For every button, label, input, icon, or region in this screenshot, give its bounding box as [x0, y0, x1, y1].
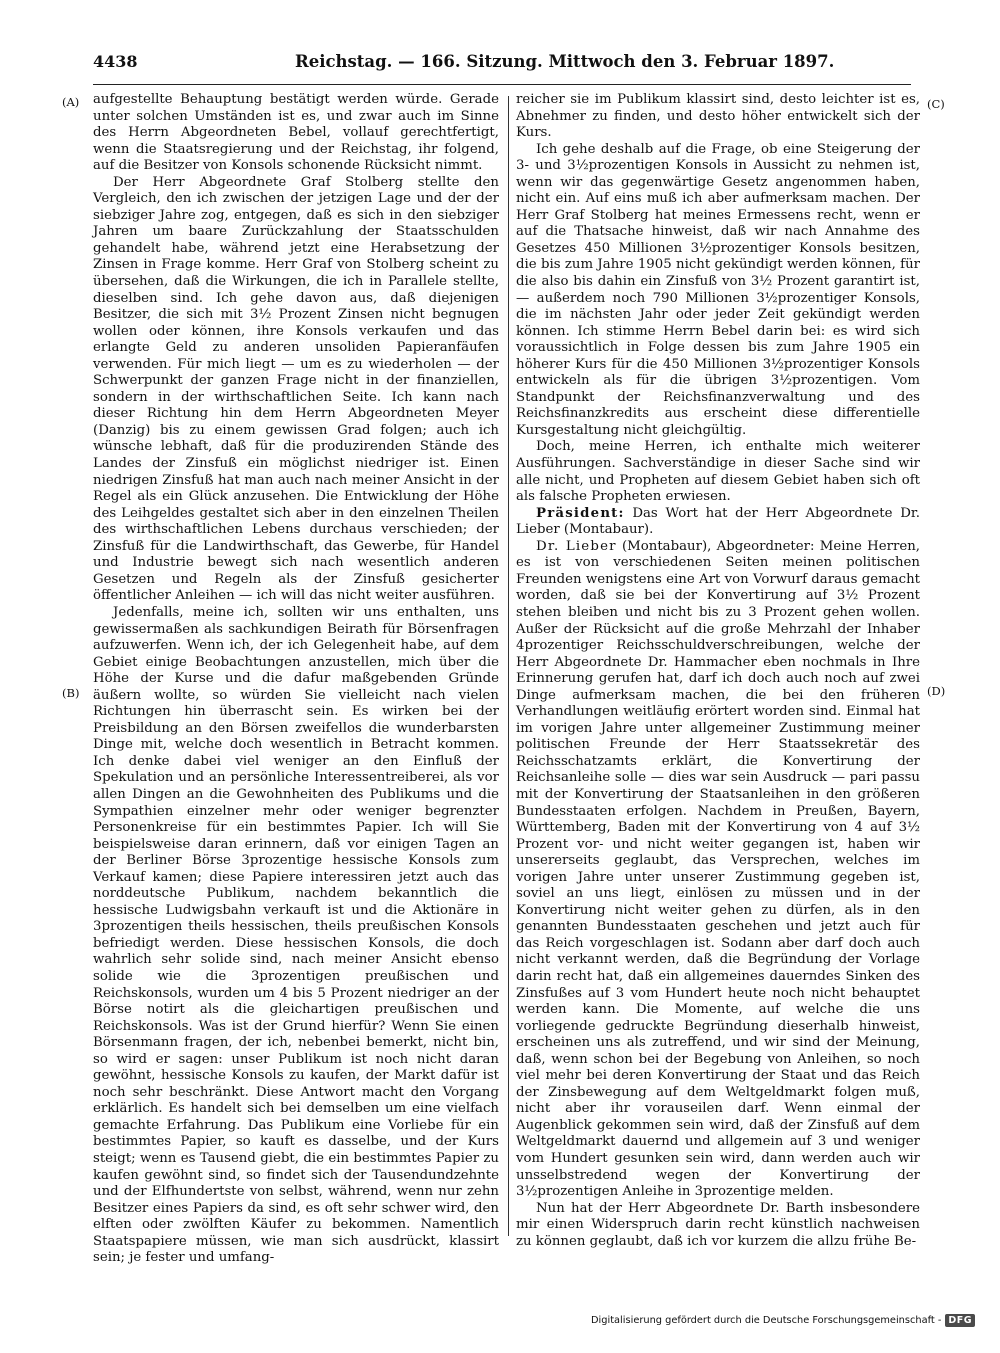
- left-column: [93, 92, 499, 1267]
- dfg-logo: DFG: [945, 1314, 975, 1327]
- margin-marker-a: (A): [62, 95, 80, 109]
- margin-marker-d: (D): [927, 684, 946, 698]
- paragraph: Der Herr Abgeordnete Graf Stolberg stellte den Vergleich, den ich zwischen der jetzigen Lage und der der siebziger Jahre zog, entgegen, daß es sich in den siebziger Jahren um baare Zurückzahlung der Staatsschulden gehandelt habe, während jetzt eine Herabsetzung der Zinsen in Frage komme. Herr Graf von Stolberg scheint zu übersehen, daß die Wirkungen, die ich in Parallele stellte, dieselben sind. Ich gehe davon aus, daß diejenigen Besitzer, die sich mit 3½ Prozent Zinsen nicht begnugen wollen oder können, ihre Konsols verkaufen und das erlangte Geld zu anderen unsoliden Papieranfäufen verwenden. Für mich liegt — um es zu wiederholen — der Schwerpunkt der ganzen Frage nicht in der finanziellen, sondern in der wirthschaftlichen Seite. Ich kann nach dieser Richtung hin dem Herrn Abgeordneten Meyer (Danzig) bis zu einem gewissen Grad folgen; auch ich wünsche lebhaft, daß für die produzirenden Stände des Landes der Zinsfuß ein möglichst niedriger ist. Einen niedrigen Zinsfuß hat man auch nach meiner Ansicht in der Regel als ein Glück anzusehen. Die Entwicklung der Höhe des Leihgeldes gestaltet sich aber in den einzelnen Theilen des wirthschaftlichen Lebens durchaus verschieden; der Zinsfuß für die Landwirthschaft, das Gewerbe, für Handel und Industrie bewegt sich nach wesentlich anderen Gesetzen und Regeln als der Zinsfuß gesicherter öffentlicher Anleihen — ich will das nicht weiter ausführen.: [93, 174, 499, 604]
- president-label: Präsident:: [536, 505, 625, 521]
- paragraph: Ich gehe deshalb auf die Frage, ob eine Steigerung der 3- und 3½prozentigen Konsols in Aussicht zu nehmen ist, wenn wir das gegenwärtige Gesetz angenommen haben, nicht ein. Auf eins muß ich aber aufmerksam machen. Der Herr Graf Stolberg hat meines Ermessens recht, wenn er auf die Thatsache hinweist, daß wir nach Annahme des Gesetzes 450 Millionen 3½prozentiger Konsols besitzen, die bis zum Jahre 1905 nicht gekündigt werden können, für die also bis dahin ein Zinsfuß von 3½ Prozent garantirt ist, — außerdem noch 790 Millionen 3½prozentiger Konsols, die im nächsten Jahr oder jeder Zeit gekündigt werden können. Ich stimme Herrn Bebel darin bei: es wird sich voraussichtlich in Folge dessen bis zum Jahre 1905 ein höherer Kurs für die 450 Millionen 3½prozentiger Konsols entwickeln als für die übrigen 3½prozentigen. Vom Standpunkt der Reichsfinanzverwaltung und des Reichsfinanzkredits aus erscheint diese differentielle Kursgestaltung nicht gleichgültig.: [516, 141, 920, 438]
- footer-text: Digitalisierung gefördert durch die Deutsche Forschungsgemeinschaft -: [591, 1315, 942, 1326]
- speaker-label: Dr. Lieber: [536, 538, 617, 554]
- page-number: 4438: [93, 52, 138, 71]
- page-header: [93, 52, 911, 78]
- column-divider: [508, 96, 509, 1236]
- running-title: Reichstag. — 166. Sitzung. Mittwoch den 3. Februar 1897.: [295, 52, 835, 71]
- header-rule: [93, 84, 911, 85]
- president-paragraph: [516, 506, 920, 539]
- paragraph: Doch, meine Herren, ich enthalte mich weiterer Ausführungen. Sachverständige in dieser Sache sind wir alle nicht, und Propheten auf diesem Gebiet haben sich oft als falsche Propheten erwiesen.: [516, 439, 920, 505]
- margin-marker-b: (B): [62, 686, 80, 700]
- right-column: [516, 92, 920, 1250]
- president-text: Das Wort hat der Herr Abgeordnete Dr. Lieber (Montabaur).: [516, 505, 920, 538]
- paragraph: aufgestellte Behauptung bestätigt werden würde. Gerade unter solchen Umständen ist es, und zwar auch im Sinne des Herrn Abgeordneten Bebel, vollauf gerechtfertigt, wenn die Staatsregierung und der Reichstag, ihr folgend, auf die Besitzer von Konsols schonende Rücksicht nimmt.: [93, 92, 499, 174]
- speaker-paragraph: [516, 539, 920, 1201]
- footer: [591, 1314, 975, 1327]
- paragraph: reicher sie im Publikum klassirt sind, desto leichter ist es, Abnehmer zu finden, und desto höher entwickelt sich der Kurs.: [516, 92, 920, 141]
- speaker-text: (Montabaur), Abgeordneter: Meine Herren, es ist von verschiedenen Seiten meinen politischen Freunden wenigstens eine Art von Vorwurf daraus gemacht worden, daß sie bei der Konvertirung auf 3½ Prozent stehen bleiben und nicht bis zu 3 Prozent gehen wollen. Außer der Rücksicht auf die große Mehrzahl der Inhaber 4prozentiger Reichsschuldverschreibungen, welche der Herr Abgeordnete Dr. Hammacher eben nochmals in Ihre Erinnerung gerufen hat, darf ich doch auch noch auf zwei Dinge aufmerksam machen, die bei den früheren Verhandlungen weitläufig erörtert worden sind. Einmal hat im vorigen Jahre unter allgemeiner Zustimmung meiner politischen Freunde der Herr Staatssekretär des Reichsschatzamts erklärt, die Konvertirung der Reichsanleihe solle — dies war sein Ausdruck — pari passu mit der Konvertirung der Staatsanleihen in den größeren Bundesstaaten erfolgen. Nachdem in Preußen, Bayern, Württemberg, Baden mit der Konvertirung von 4 auf 3½ Prozent vor- und nicht weiter gegangen ist, haben wir unsererseits geglaubt, das Versprechen, welches im vorigen Jahre unter unserer Zustimmung gegeben ist, soviel an uns liegt, einlösen zu müssen und in der Konvertirung nicht weiter gehen zu dürfen, als in den genannten Bundesstaaten geschehen und jetzt auch für das Reich vorgeschlagen ist. Sodann aber darf doch auch nicht verkannt werden, daß die Begründung der Vorlage darin recht hat, daß ein allgemeines dauerndes Sinken des Zinsfußes auf 3 vom Hundert heute noch nicht behauptet werden kann. Die Momente, auf welche die uns vorliegende gedruckte Begründung dieserhalb hinweist, erscheinen uns als zutreffend, und wir sind der Meinung, daß, wenn schon bei der Begebung von Anleihen, so noch viel mehr bei deren Konvertirung der Staat und das Reich der Zinsbewegung auf dem Weltgeldmarkt folgen muß, nicht aber ihr vorauseilen darf. Wenn einmal der Augenblick gekommen sein wird, daß der Zinsfuß auf dem Weltgeldmarkt dauernd und allgemein auf 3 und weniger vom Hundert gesunken sein wird, dann werden auch wir unsselbstredend wegen der Konvertirung der 3½prozentigen Anleihe in 3prozentige melden.: [516, 538, 920, 1200]
- paragraph: Jedenfalls, meine ich, sollten wir uns enthalten, uns gewissermaßen als sachkundigen Beirath für Börsenfragen aufzuwerfen. Wenn ich, der ich Gelegenheit habe, auf dem Gebiet einige Beobachtungen anzustellen, mich über die Höhe der Kurse und die dafur maßgebenden Gründe äußern wollte, so würden Sie vielleicht nach vielen Richtungen hin überrascht sein. Es wirken bei der Preisbildung an den Börsen zweifellos die wunderbarsten Dinge mit, welche doch wesentlich in Betracht kommen. Ich denke dabei viel weniger an den Einfluß der Spekulation und an persönliche Interessentreiberei, als vor allen Dingen an die Gewohnheiten des Publikums und die Sympathien einzelner mehr oder weniger begrenzter Personenkreise für ein bestimmtes Papier. Ich will Sie beispielsweise daran erinnern, daß vor einigen Tagen an der Berliner Börse 3prozentige hessische Konsols zum Verkauf kamen; diese Papiere interessiren jetzt auch das norddeutsche Publikum, nachdem bekanntlich die hessische Ludwigsbahn verkauft ist und die Aktionäre in 3prozentigen theils hessischen, theils preußischen Konsols befriedigt werden. Diese hessischen Konsols, die doch wahrlich sehr solide sind, nach meiner Ansicht ebenso solide wie die 3prozentigen preußischen und Reichskonsols, wurden um 4 bis 5 Prozent niedriger an der Börse notirt als die gleichartigen preußischen und Reichskonsols. Was ist der Grund hierfür? Wenn Sie einen Börsenmann fragen, der ich, nebenbei bemerkt, nicht bin, so wird er sagen: unser Publikum ist noch nicht daran gewöhnt, hessische Konsols zu kaufen, der Markt dafür ist noch sehr beschränkt. Diese Antwort macht den Vorgang erklärlich. Es handelt sich bei demselben um eine vielfach gemachte Erfahrung. Das Publikum eine Vorliebe für ein bestimmtes Papier, so kauft es dasselbe, und der Kurs steigt; wenn es Tausend giebt, die ein bestimmtes Papier zu kaufen gewöhnt sind, so findet sich der Tausendundzehnte und der Elfhundertste von selbst, während, wenn nur zehn Besitzer eines Papiers da sind, es oft sehr schwer wird, den elften oder zwölften Käufer zu bekommen. Namentlich Staatspapiere müssen, wie man sich ausdrückt, klassirt sein; je fester und umfang-: [93, 604, 499, 1266]
- paragraph: Nun hat der Herr Abgeordnete Dr. Barth insbesondere mir einen Widerspruch darin recht künstlich nachweisen zu können geglaubt, daß ich vor kurzem die allzu frühe Be-: [516, 1200, 920, 1249]
- margin-marker-c: (C): [927, 97, 945, 111]
